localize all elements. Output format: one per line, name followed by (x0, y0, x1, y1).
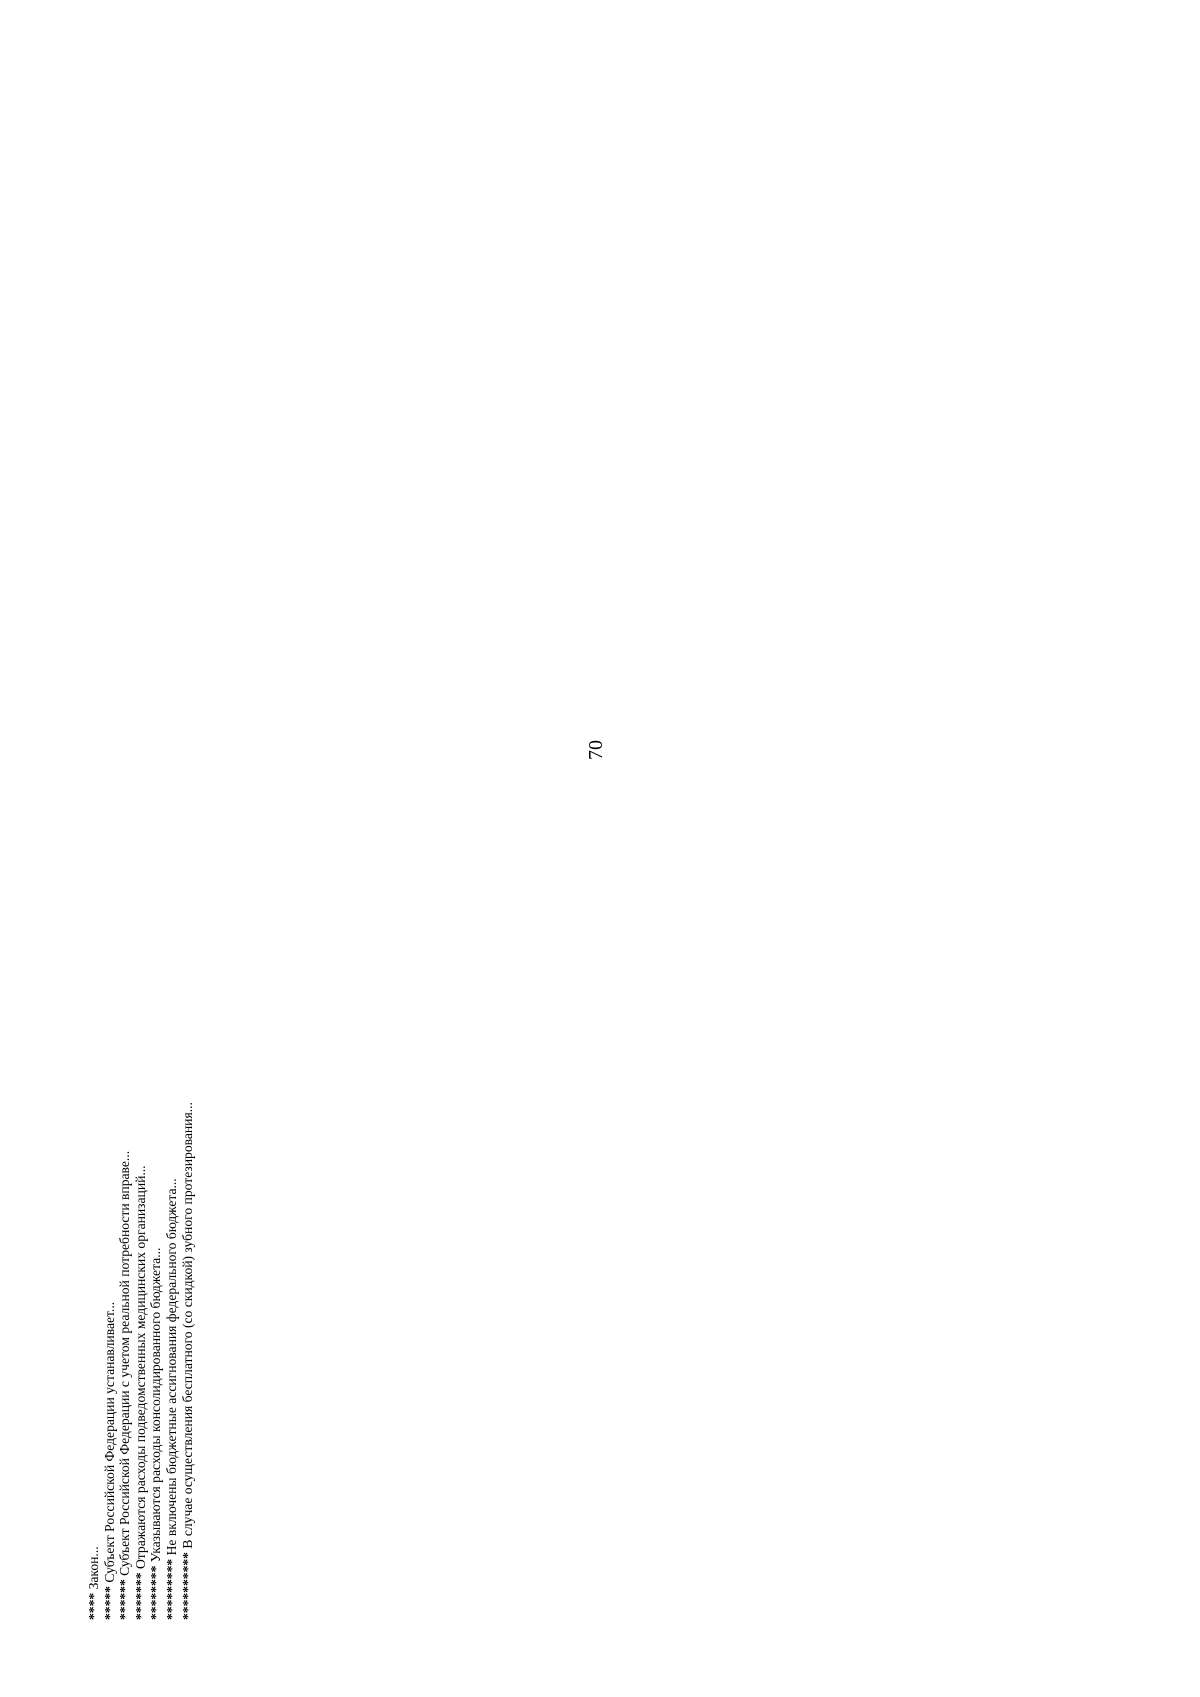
footnote-10: ********** В случае осуществления бесплатного (со скидкой) зубного протезирования... (179, 1102, 195, 1620)
footnote-5: ***** Субъект Российской Федерации устанавливает... (101, 1301, 117, 1620)
footnote-7: ******* Отражаются расходы подведомственных медицинских организаций... (132, 1165, 148, 1620)
footnote-9: ********* Не включены бюджетные ассигнования федерального бюджета... (163, 1178, 179, 1620)
footnote-8: ******** Указываются расходы консолидированного бюджета... (148, 1247, 164, 1620)
page-number: 70 (585, 740, 607, 760)
rotated-document-body (86, 50, 786, 1620)
footnote-4: **** Закон... (86, 1546, 101, 1620)
footnotes (86, 50, 195, 1620)
footnote-6: ****** Субъект Российской Федерации с учетом реальной потребности вправе... (117, 1150, 133, 1620)
